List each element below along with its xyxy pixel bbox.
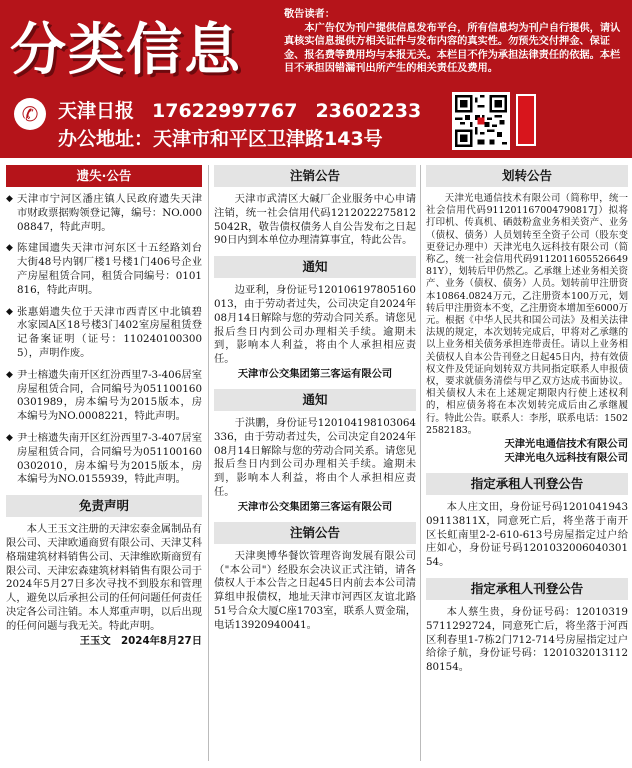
- notice-body-1: 边亚利，身份证号120106197805160013，由于劳动者过失，公司决定自2024年08月14日解除与您的劳动合同关系。请您见报后叁日内到公司办理相关手续。逾期未到，影响本人利益，将由个人承担相应责任。: [214, 284, 416, 366]
- list-item: ◆ 尹士榕遗失南开区红汾西里7-3-406居室房屋租赁合同，合同编号为0511001600301989，房本编号为2015版本，房本编号为NO.0008221，特此声明。: [6, 369, 202, 424]
- contact-phones: [58, 96, 439, 123]
- column-divider: [208, 165, 209, 761]
- section-title-transfer: 划转公告: [426, 165, 628, 187]
- phone-icon: ✆: [14, 98, 46, 130]
- list-item: ◆ 陈建国遗失天津市河东区十五经路刘台大街48号内钢厂楼1号楼1门406号企业产房屋租赁合同，租赁合同编号：0101816，特此声明。: [6, 242, 202, 297]
- phone-number-1: 17622997767: [152, 100, 298, 122]
- qr-code-icon: [452, 92, 510, 150]
- list-item: ◆ 尹士榕遗失南开区红汾西里7-3-407居室房屋租赁合同，合同编号为0511001600302010，房本编号为2015版本，房本编号为NO.0155939，特此声明。: [6, 432, 202, 487]
- notice-title: 敬告读者：: [284, 9, 335, 20]
- column-left: [6, 165, 202, 648]
- newspaper-name: 天津日报: [58, 100, 135, 122]
- column-middle: [214, 165, 416, 633]
- disclaimer-body: 本人王玉文注册的天津宏泰金属制品有限公司、天津欧通商贸有限公司、天津艾科格瑞建筑材料销售公司、天津维欧斯商贸有限公司、天津宏森建筑材料销售有限公司于2024年5月27日多次寻找不到股东和管理人，避免以后承担公司的任何问题任何责任决定各公司注销。本人郑重声明，以后出现的任何问题与我无关。特此声明。: [6, 523, 202, 632]
- list-item: ◆ 天津市宁河区潘庄镇人民政府遗失天津市财政票据购领登记簿，编号：NO.00008847，特此声明。: [6, 193, 202, 234]
- section-title-disclaimer: 免责声明: [6, 495, 202, 517]
- disclaimer-signature: 王玉文 2024年8月27日: [79, 634, 202, 647]
- section-title-tenant: 指定承租人刊登公告: [426, 473, 628, 495]
- notice-body: 本广告仅为刊户提供信息发布平台，所有信息均为刊户自行提供，请认真核实信息提供方相关证件与发布内容的真实性。勿预先交付押金、保证金、报名费等费用均与本报无关。本栏目不作为承担法律责任的依据。本栏目不承担因错漏刊出所产生的相关责任及费用。: [284, 22, 621, 75]
- list-item: ◆ 张惠娟遗失位于天津市西青区中北镇碧水家园A区18号楼3门402室房屋租赁登记备案证明（证号：1102401003005），声明作废。: [6, 306, 202, 361]
- header-banner: [0, 0, 632, 158]
- office-address: 办公地址：天津市和平区卫津路143号: [58, 128, 383, 150]
- section-title-tenant: 指定承租人刊登公告: [426, 578, 628, 600]
- notice-signature-2: 天津市公交集团第三客运有限公司: [237, 500, 393, 513]
- reader-notice: [284, 8, 626, 76]
- section-title-notice: 通知: [214, 389, 416, 411]
- tenant-body-2: 本人蔡生贵，身份证号码：120103195711292724，同意死亡后，将坐落于河西区利春里1-7栋2门712-714号房屋指定过户给徐子航，身份证号码：120103201311280154。: [426, 606, 628, 674]
- section-title-lost-notice: 遗失·公告: [6, 165, 202, 187]
- notice-body-2: 于洪鹏，身份证号120104198103064336，由于劳动者过失，公司决定自2024年08月14日解除与您的劳动合同关系。请您见报后叁日内到公司办理相关手续。逾期未到，影响本人利益，将由个人承担相应责任。: [214, 416, 416, 498]
- qr-badge: [516, 94, 536, 146]
- section-title-cancellation: 注销公告: [214, 522, 416, 544]
- column-right: [426, 165, 628, 675]
- contact-block: [14, 92, 444, 152]
- cancellation-body: 天津市武清区大碱厂企业服务中心申请注销，统一社会信用代码12120222758125042R，敬告债权债务人自公告发布之日起90日内到本单位办理清算事宜，特此公告。: [214, 193, 416, 247]
- transfer-signature-2: 天津光电久远科技有限公司: [504, 452, 628, 465]
- section-title-cancellation: 注销公告: [214, 165, 416, 187]
- transfer-signature-1: 天津光电通信技术有限公司: [504, 438, 628, 451]
- phone-number-2: 23602233: [315, 100, 422, 122]
- column-divider: [420, 165, 421, 761]
- section-logo: 分类信息: [10, 18, 242, 83]
- transfer-body: 天津光电通信技术有限公司（简称甲，统一社会信用代码911201167004790817J）拟将打印机、传真机、硒鼓粉盒业务相关资产、业务（债权、债务）人员划转至全资子公司（股东变更登记办理中）天津光电久远科技有限公司（简称乙，统一社会信用代码911201160552664981Y），划转后甲仍然乙。乙承继上述业务相关资产、业务（债权、债务）人员。划转前甲注册资本10864.0824万元，乙注册资本100万元，划转后甲注册资本不变，乙注册资本增加至6000万元。根据《中华人民共和国公司法》及相关法律法规的规定，本次划转完成后，甲将对乙承继的以上业务相关债务承担连带责任。请以上业务相关债权人自本公告刊登之日起45日内，持有效债权文件及凭证向划转双方共同指定联系人申报债权，要求就债务清偿与甲乙双方达成书面协议。相关债权人未在上述规定期限内行使上述权利的，相应债务将在本次划转完成后由乙承继履行。特此公告。联系人：李彤，联系电话：15022582183。: [426, 193, 628, 436]
- section-title-notice: 通知: [214, 256, 416, 278]
- cancellation-body-2: 天津奥博华餐饮管理咨询发展有限公司（"本公司"）经股东会决议正式注销，请各债权人于本公告之日起45日内前去本公司清算组申报债权，地址天津市河西区友谊北路51号合众大厦C座1703室，联系人贾金瑞，电话13920940041。: [214, 549, 416, 631]
- notice-signature-1: 天津市公交集团第三客运有限公司: [237, 367, 393, 380]
- tenant-body-1: 本人庄文田，身份证号码120104194309113811X，同意死亡后，将坐落于南开区长虹南里2-2-610-613号房屋指定过户给庄如心，身份证号码120103200604030154。: [426, 501, 628, 569]
